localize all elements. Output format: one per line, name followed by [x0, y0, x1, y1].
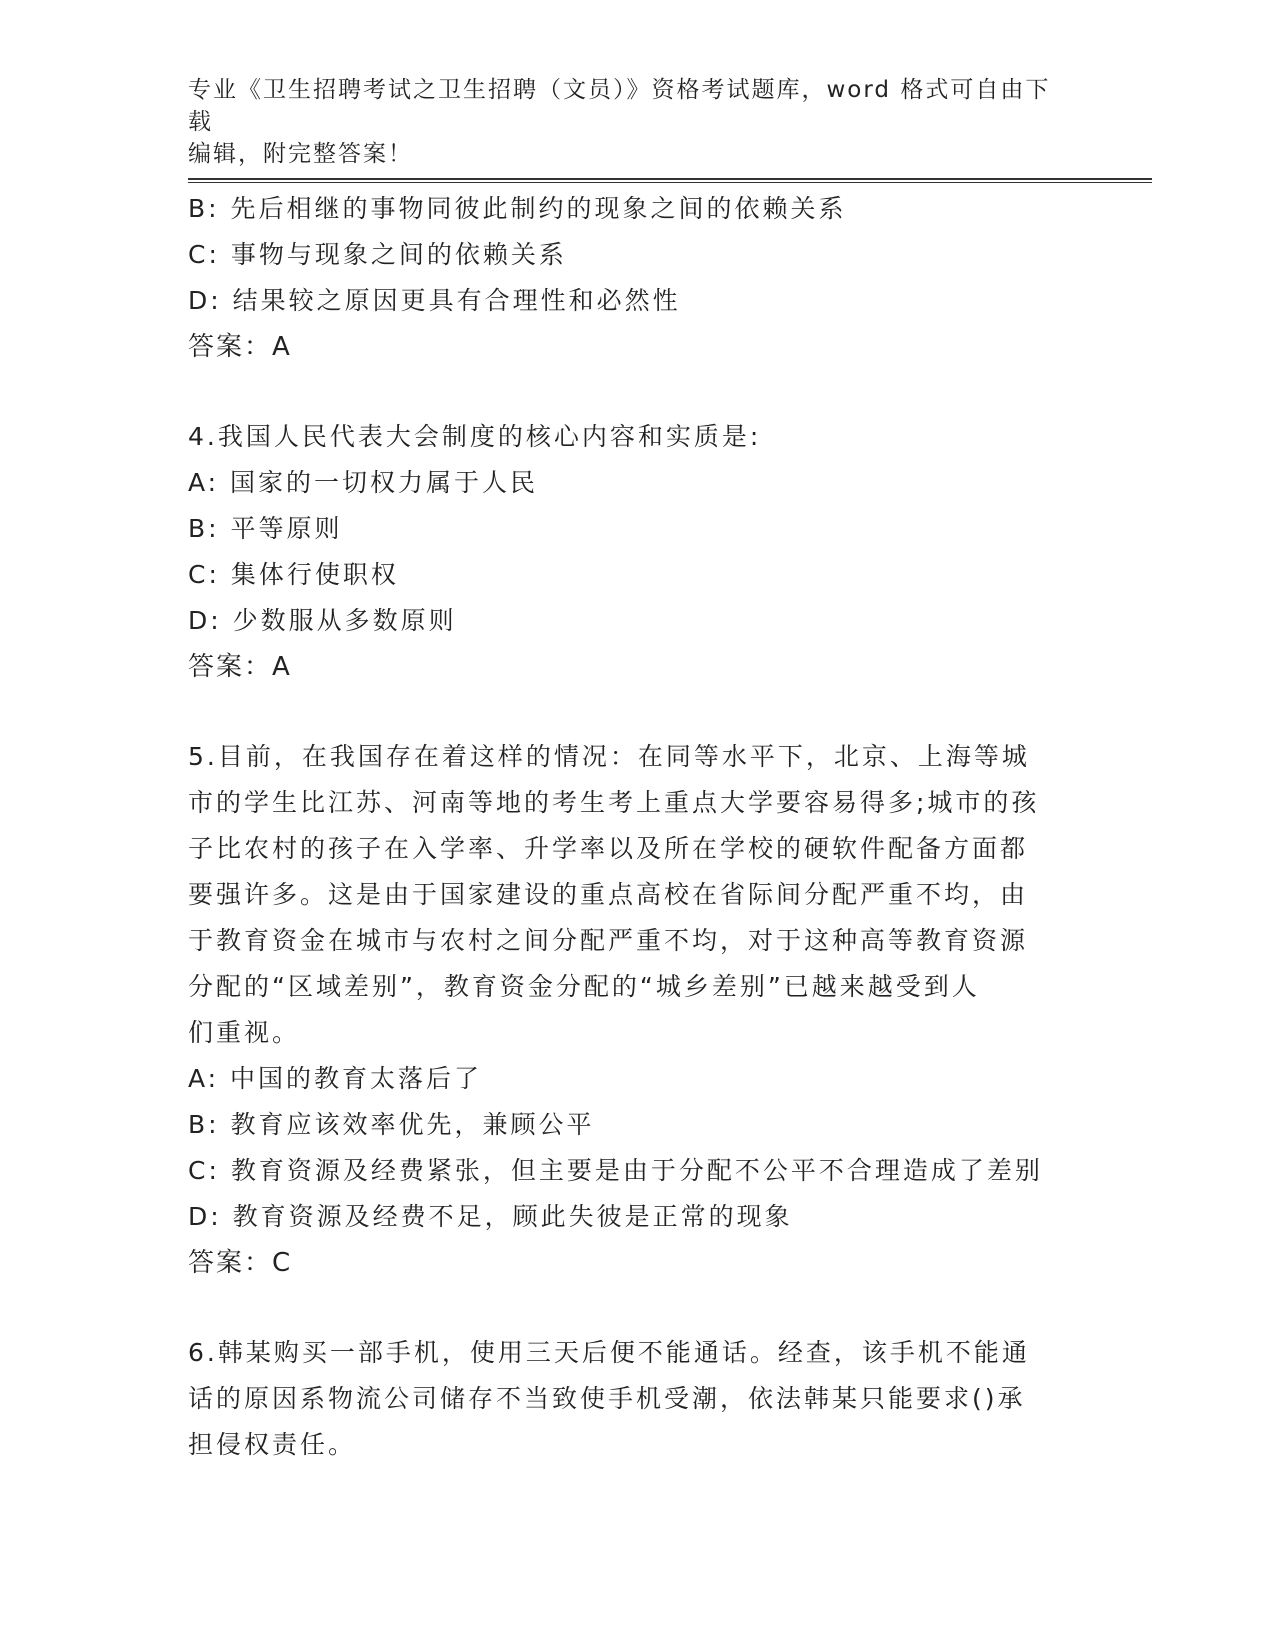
option-d: D: 少数服从多数原则 — [188, 606, 457, 635]
option-b: B: 先后相继的事物同彼此制约的现象之间的依赖关系 — [188, 194, 847, 223]
question-stem-line: 子比农村的孩子在入学率、升学率以及所在学校的硬软件配备方面都 — [188, 834, 1029, 863]
question-stem-line: 们重视。 — [188, 1018, 301, 1047]
option-a: A: 中国的教育太落后了 — [188, 1064, 483, 1093]
option-a: A: 国家的一切权力属于人民 — [188, 468, 539, 497]
answer: 答案：A — [188, 652, 292, 682]
question-stem-line: 于教育资金在城市与农村之间分配严重不均，对于这种高等教育资源 — [188, 926, 1029, 955]
spacer — [188, 370, 1088, 414]
option-c: C: 教育资源及经费紧张，但主要是由于分配不公平不合理造成了差别 — [188, 1156, 1043, 1185]
question-stem-line: 担侵权责任。 — [188, 1430, 357, 1459]
option-c: C: 集体行使职权 — [188, 560, 399, 589]
option-c: C: 事物与现象之间的依赖关系 — [188, 240, 567, 269]
question-stem-line: 话的原因系物流公司储存不当致使手机受潮，依法韩某只能要求()承 — [188, 1384, 1026, 1413]
document-body — [188, 186, 1088, 1468]
question-stem-line: 分配的“区域差别”，教育资金分配的“城乡差别”已越来越受到人 — [188, 972, 980, 1001]
option-d: D: 教育资源及经费不足，顾此失彼是正常的现象 — [188, 1202, 793, 1231]
question-stem-line: 要强许多。这是由于国家建设的重点高校在省际间分配严重不均，由 — [188, 880, 1029, 909]
question-5 — [188, 734, 1088, 1286]
question-stem-line: 5.目前，在我国存在着这样的情况：在同等水平下，北京、上海等城 — [188, 742, 1030, 771]
answer: 答案：A — [188, 332, 292, 362]
spacer — [188, 1286, 1088, 1330]
header-line-1: 专业《卫生招聘考试之卫生招聘（文员）》资格考试题库，word 格式可自由下载 — [188, 77, 1051, 135]
question-4 — [188, 414, 1088, 690]
document-header — [188, 74, 1068, 170]
question-3 — [188, 186, 1088, 370]
question-stem: 4.我国人民代表大会制度的核心内容和实质是: — [188, 422, 762, 451]
header-line-2: 编辑，附完整答案！ — [188, 141, 413, 167]
question-stem-line: 6.韩某购买一部手机，使用三天后便不能通话。经查，该手机不能通 — [188, 1338, 1030, 1367]
option-b: B: 教育应该效率优先，兼顾公平 — [188, 1110, 595, 1139]
question-stem-line: 市的学生比江苏、河南等地的考生考上重点大学要容易得多;城市的孩 — [188, 788, 1040, 817]
option-b: B: 平等原则 — [188, 514, 343, 543]
answer: 答案：C — [188, 1248, 293, 1278]
spacer — [188, 690, 1088, 734]
option-d: D: 结果较之原因更具有合理性和必然性 — [188, 286, 681, 315]
header-divider — [188, 178, 1152, 183]
question-6 — [188, 1330, 1088, 1468]
